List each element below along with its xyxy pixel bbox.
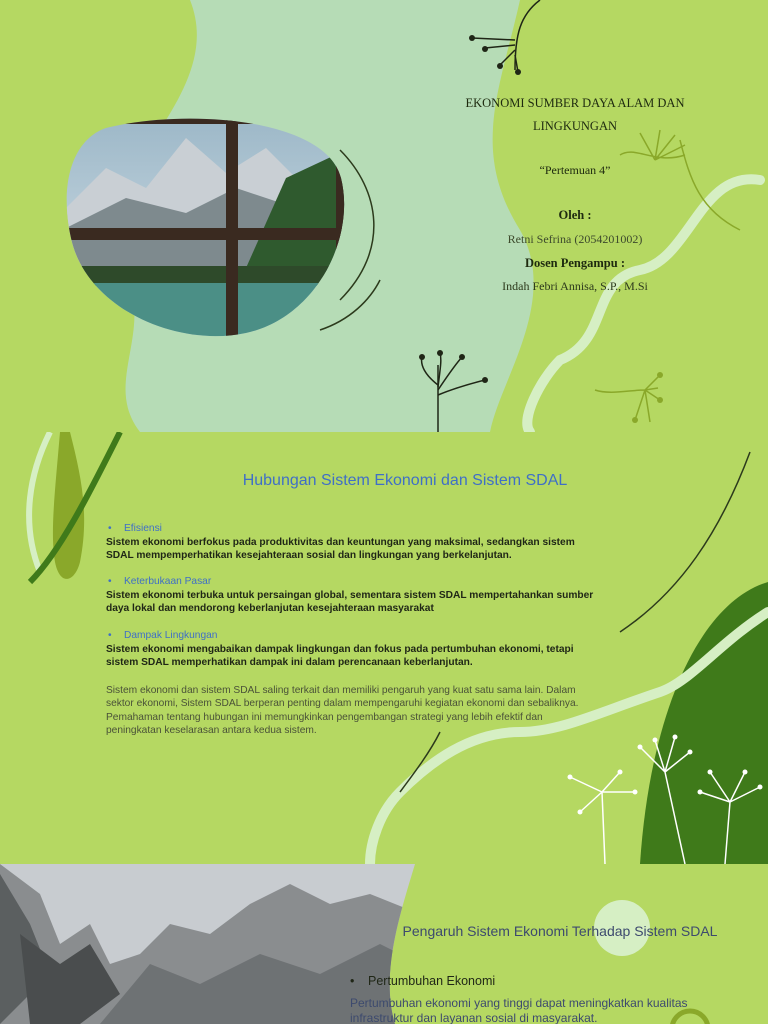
list-item [106,575,596,616]
sprig-icon [460,0,550,80]
bullet-icon: • [108,523,112,534]
sprig-icon [590,360,670,430]
presentation-title: EKONOMI SUMBER DAYA ALAM DAN LINGKUNGAN [465,96,685,133]
point-heading: Dampak Lingkungan [124,630,218,641]
list-item [106,629,596,670]
bullet-icon: • [108,576,112,587]
point-body: Pertumbuhan ekonomi yang tinggi dapat meningkatkan kualitas infrastruktur dan layanan sosial di masyarakat. [350,996,688,1024]
point-body: Sistem ekonomi terbuka untuk persaingan global, sementara sistem SDAL mempertahankan sumber daya lokal dan mendorong keberlanjutan kesejahteraan masyarakat [106,589,594,614]
point-body: Sistem ekonomi mengabaikan dampak lingkungan dan fokus pada pertumbuhan ekonomi, tetapi sistem SDAL memperhatikan dampak ini dalam perencanaan keberlanjutan. [106,643,574,668]
point-body: Sistem ekonomi berfokus pada produktivitas dan keuntungan yang maksimal, sedangkan sistem SDAL mempemperhatikan kesejahteraan sosial dan lingkungan yang berkelanjutan. [106,536,575,561]
point-heading: Pertumbuhan Ekonomi [368,974,496,988]
bullet-icon: • [350,974,355,988]
point-heading: Keterbukaan Pasar [124,576,212,587]
white-sprigs-icon [560,732,768,864]
section-title: Hubungan Sistem Ekonomi dan Sistem SDAL [242,472,568,489]
lecturer-name: Indah Febri Annisa, S.P., M.Si [502,279,648,293]
sprig-icon [410,345,500,432]
list-item [106,522,596,563]
lecturer-label: Dosen Pengampu : [524,256,625,270]
window-lake-photo [66,118,350,340]
summary-paragraph: Sistem ekonomi dan sistem SDAL saling terkait dan memiliki pengaruh yang kuat satu sama lain. Dalam sektor ekonomi, Sistem SDAL berperan penting dalam mempengaruhi kegiatan ekonomi dan sebaliknya. Pemahaman tentang hubungan ini memungkinkan pengembangan strategi yang lebih efektif dan peningkatan keselarasan antara kedua sistem. [106,685,579,736]
by-label: Oleh : [558,208,592,222]
meeting-label: “Pertemuan 4” [539,163,611,177]
content-slide [0,432,768,864]
list-item-heading [350,974,495,988]
title-slide [0,0,768,432]
content-slide-2 [0,864,768,1024]
point-heading: Efisiensi [124,523,162,534]
author-name: Retni Sefrina (2054201002) [507,232,643,246]
bullet-icon: • [108,630,112,641]
section-title: Pengaruh Sistem Ekonomi Terhadap Sistem SDAL [402,923,718,939]
